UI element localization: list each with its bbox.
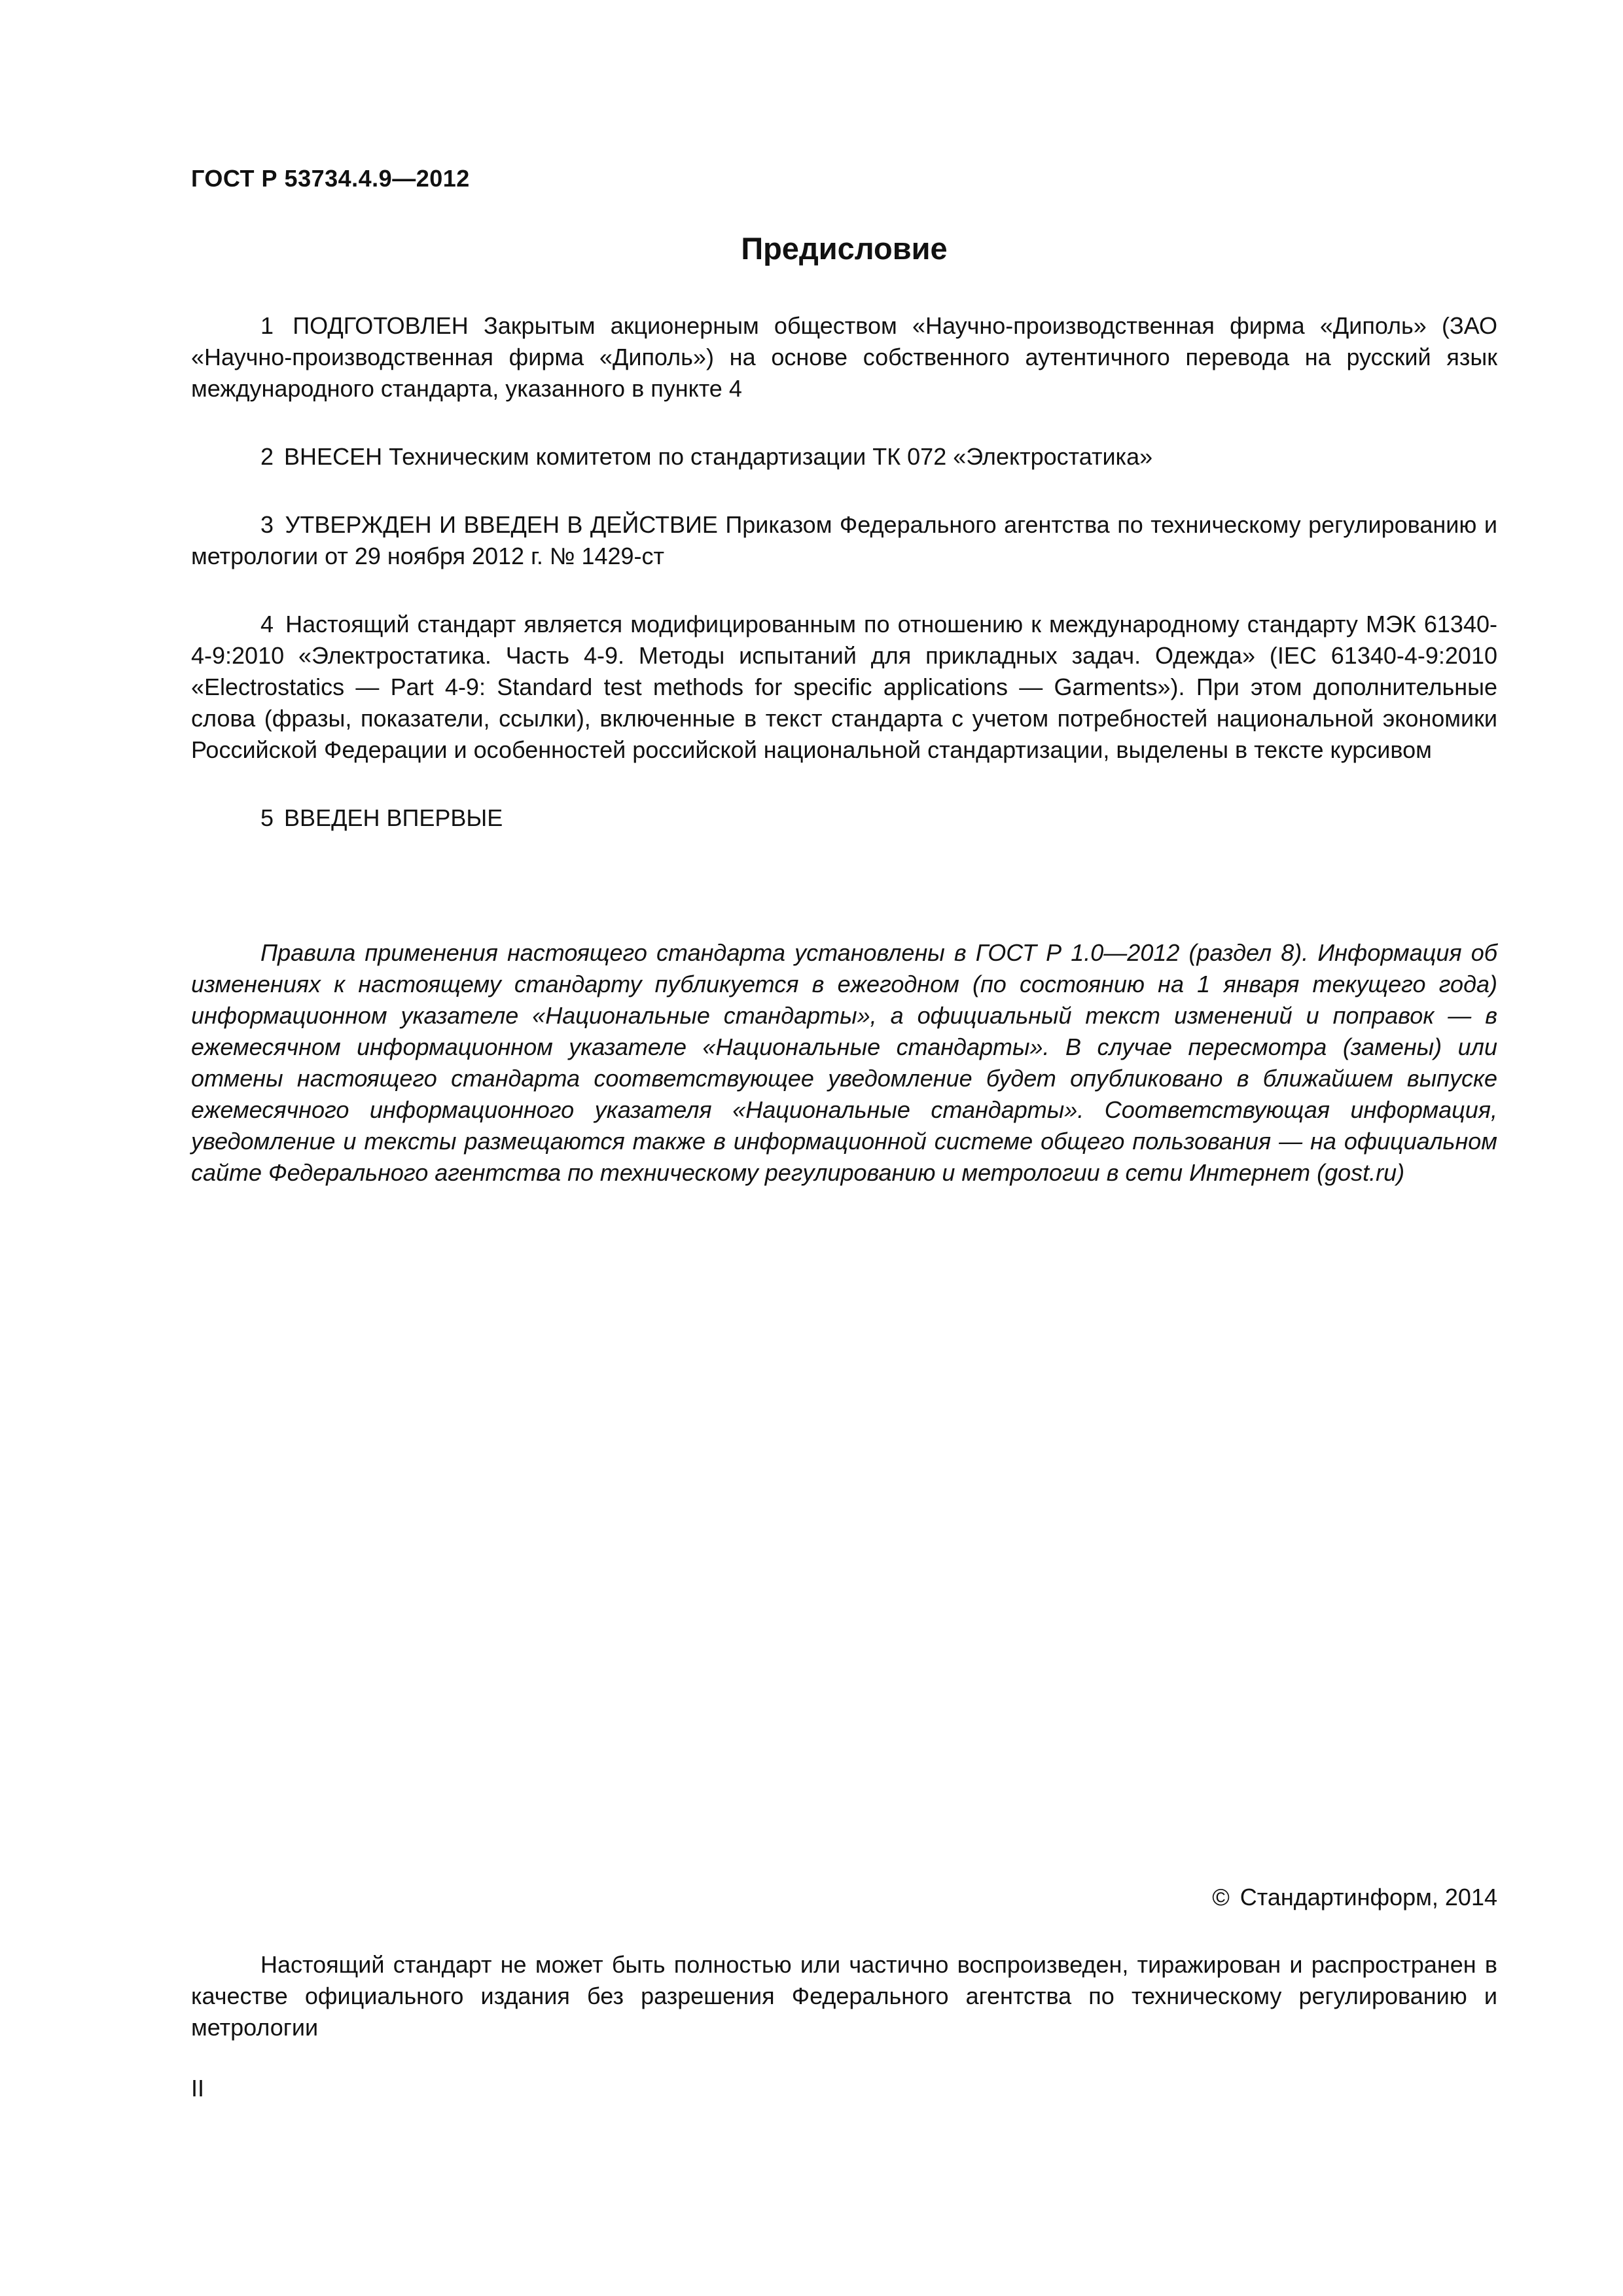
page-title: Предисловие [741,231,948,266]
page-number: II [191,2075,205,2102]
item-number: 5 [260,804,274,831]
document-page [191,0,1497,2296]
item-number: 2 [260,443,274,470]
item-text: Закрытым акционерным обществом «Научно-производственная фирма «Диполь» (ЗАО «Научно-производственная фирма «Диполь») на основе собственного аутентичного перевода на русский язык международного стандарта, указанного в пункте 4 [191,312,1497,402]
item-label: ПОДГОТОВЛЕН [293,312,469,339]
foreword-items [191,310,1497,870]
copyright-text: Стандартинформ, 2014 [1240,1884,1497,1910]
foreword-item-3 [191,509,1497,572]
foreword-item-5 [191,802,1497,834]
item-label: ВВЕДЕН ВПЕРВЫЕ [284,804,503,831]
application-rules-notice: Правила применения настоящего стандарта установлены в ГОСТ Р 1.0—2012 (раздел 8). Информация об изменениях к настоящему стандарту публикуется в ежегодном (по состоянию на 1 января текущего года) информационном указателе «Национальные стандарты», а официальный текст изменений и поправок — в ежемесячном информационном указателе «Национальные стандарты». В случае пересмотра (замены) или отмены настоящего стандарта соответствующее уведомление будет опубликовано в ближайшем выпуске ежемесячного информационного указателя «Национальные стандарты». Соответствующая информация, уведомление и тексты размещаются также в информационной системе общего пользования — на официальном сайте Федерального агентства по техническому регулированию и метрологии в сети Интернет (gost.ru) [191,939,1497,1186]
item-text: Настоящий стандарт является модифицированным по отношению к международному стандарту МЭК 61340-4-9:2010 «Электростатика. Часть 4-9. Методы испытаний для прикладных задач. Одежда» (IEC 61340-4-9:2010 «Electrostatics — Part 4-9: Standard test methods for specific applications — Garments»). При этом дополнительные слова (фразы, показатели, ссылки), включенные в текст стандарта с учетом потребностей национальной экономики Российской Федерации и особенностей российской национальной стандартизации, выделены в тексте курсивом [191,611,1497,763]
item-label: ВНЕСЕН [284,443,383,470]
foreword-item-1 [191,310,1497,404]
item-number: 4 [260,611,274,637]
item-text: Приказом Федерального агентства по техническому регулированию и метрологии от 29 ноября 2012 г. № 1429-ст [191,511,1497,569]
item-text: Техническим комитетом по стандартизации ТК 072 «Электростатика» [389,443,1153,470]
document-code-header: ГОСТ Р 53734.4.9—2012 [191,165,470,192]
foreword-item-2 [191,441,1497,473]
foreword-item-4 [191,609,1497,766]
copyright-symbol: © [1212,1884,1230,1910]
copyright-line [1212,1884,1497,1911]
item-label: УТВЕРЖДЕН И ВВЕДЕН В ДЕЙСТВИЕ [285,511,718,538]
item-number: 3 [260,511,274,538]
reproduction-notice: Настоящий стандарт не может быть полностью или частично воспроизведен, тиражирован и распространен в качестве официального издания без разрешения Федерального агентства по техническому регулированию и метрологии [191,1951,1497,2041]
item-number: 1 [260,312,274,339]
